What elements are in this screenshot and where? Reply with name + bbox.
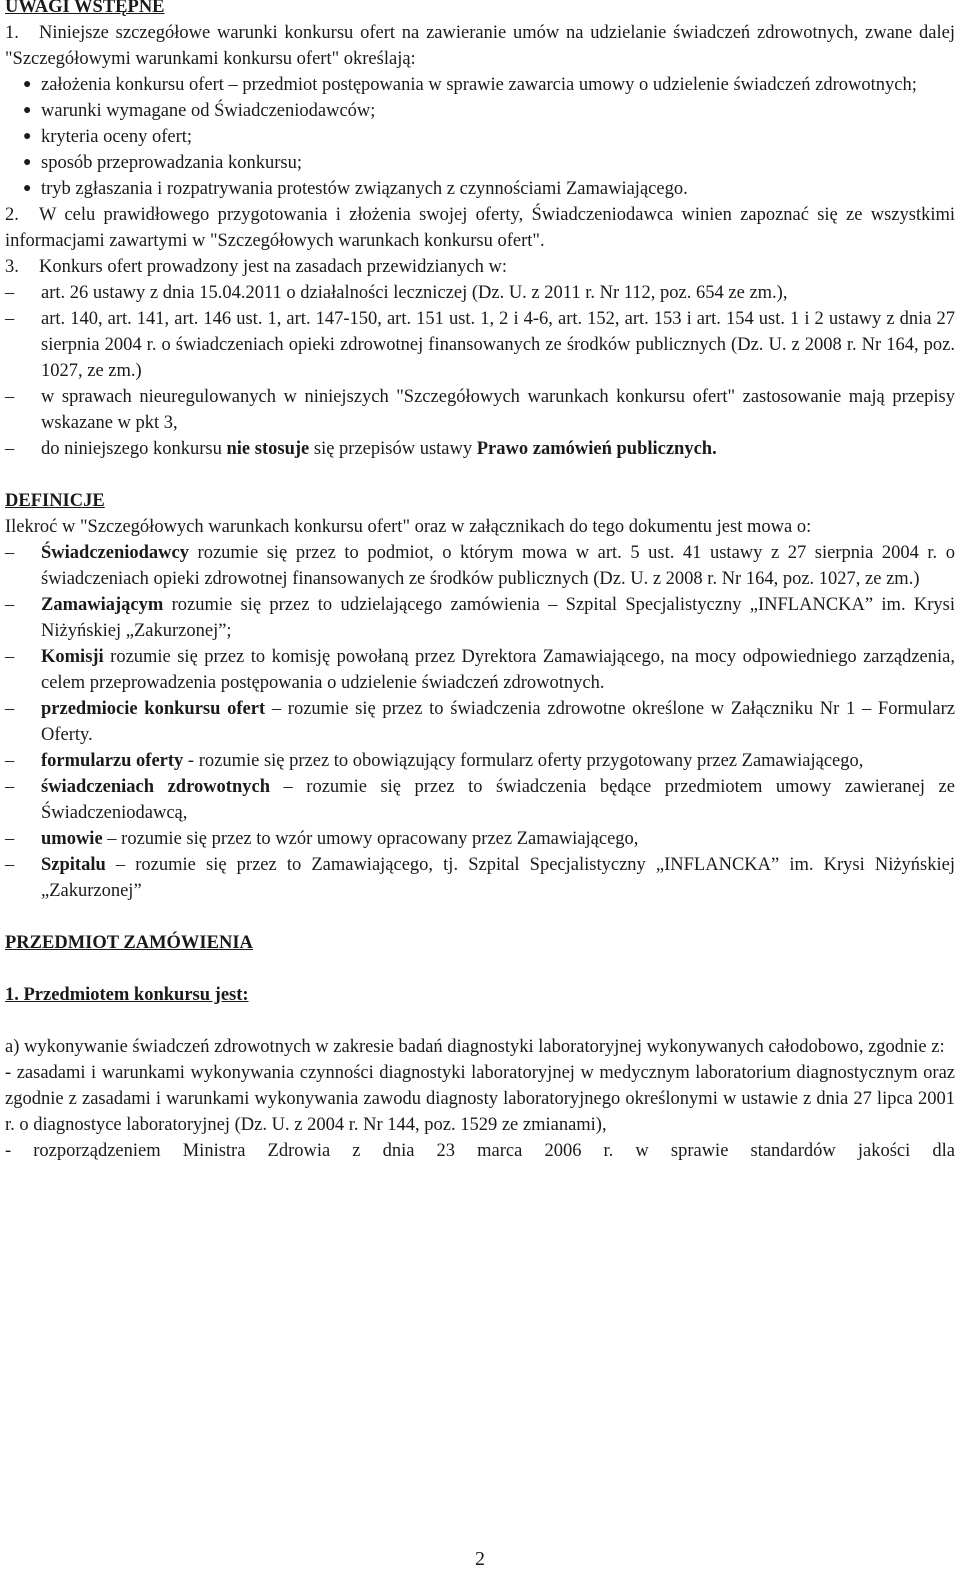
- paragraph-3-text: Konkurs ofert prowadzony jest na zasadach przewidzianych w:: [39, 257, 507, 277]
- paragraph-1-text: Niniejsze szczegółowe warunki konkursu ofert na zawieranie umów na udzielanie świadczeń zdrowotnych, zwane dalej "Szczegółowymi warunkami konkursu ofert" określają:: [5, 23, 955, 69]
- dash-icon: –: [5, 829, 15, 849]
- dash-icon: –: [5, 595, 15, 615]
- paragraph-2-number: 2.: [5, 205, 19, 225]
- definition-item: – świadczeniach zdrowotnych – rozumie się przez to świadczenia będące przedmiotem umowy zawieranej ze Świadczeniodawcą,: [5, 774, 955, 826]
- dash-icon: –: [5, 647, 15, 667]
- dash-icon: –: [5, 777, 15, 797]
- bullet-list: [5, 72, 955, 202]
- heading-przedmiot-zamowienia: PRZEDMIOT ZAMÓWIENIA: [5, 933, 253, 953]
- definition-item: – Komisji rozumie się przez to komisję powołaną przez Dyrektora Zamawiającego, na mocy odpowiedniego zarządzenia, celem przeprowadzenia postępowania o udzielenie świadczeń zdrowotnych.: [5, 644, 955, 696]
- definition-list: [5, 540, 955, 904]
- bullet-item: ● kryteria oceny ofert;: [5, 124, 955, 150]
- bullet-item: ● tryb zgłaszania i rozpatrywania protestów związanych z czynnościami Zamawiającego.: [5, 176, 955, 202]
- page-number: 2: [475, 1548, 485, 1570]
- przedmiot-line-1: - zasadami i warunkami wykonywania czynności diagnostyki laboratoryjnej w medycznym laboratorium diagnostycznym oraz zgodnie z zasadami i warunkami wykonywania zawodu diagnosty laboratoryjnego określonymi w ustawie z dnia 27 lipca 2001 r. o diagnostyce laboratoryjnej (Dz. U. z 2004 r. Nr 144, poz. 1529 ze zmianami),: [5, 1063, 955, 1135]
- dash-item: – art. 140, art. 141, art. 146 ust. 1, art. 147-150, art. 151 ust. 1, 2 i 4-6, art. 152, art. 153 i art. 154 ust. 1 i 2 ustawy z dnia 27 sierpnia 2004 r. o świadczeniach opieki zdrowotnej finansowanych ze środków publicznych (Dz. U. z 2008 r. Nr 164, poz. 1027, ze zm.): [5, 306, 955, 384]
- section-przedmiot: [5, 930, 955, 1164]
- dash-icon: –: [5, 387, 15, 407]
- dash-item: – w sprawach nieuregulowanych w niniejszych "Szczegółowych warunkach konkursu ofert" zastosowanie mają przepisy wskazane w pkt 3,: [5, 384, 955, 436]
- heading-definicje: DEFINICJE: [5, 491, 105, 511]
- dash-item: – art. 26 ustawy z dnia 15.04.2011 o działalności leczniczej (Dz. U. z 2011 r. Nr 112, poz. 654 ze zm.),: [5, 280, 955, 306]
- definition-item: – przedmiocie konkursu ofert – rozumie się przez to świadczenia zdrowotne określone w Załączniku Nr 1 – Formularz Oferty.: [5, 696, 955, 748]
- dash-list: [5, 280, 955, 462]
- bullet-item: ● warunki wymagane od Świadczeniodawców;: [5, 98, 955, 124]
- bullet-item: ● sposób przeprowadzania konkursu;: [5, 150, 955, 176]
- dash-icon: –: [5, 283, 15, 303]
- paragraph-2: [5, 202, 955, 254]
- paragraph-1-number: 1.: [5, 23, 19, 43]
- section-definicje: [5, 488, 955, 904]
- bullet-icon: ●: [23, 181, 32, 196]
- paragraph-3: [5, 254, 955, 280]
- definition-item: – Zamawiającym rozumie się przez to udzielającego zamówienia – Szpital Specjalistyczny „INFLANCKA” im. Krysi Niżyńskiej „Zakurzonej”;: [5, 592, 955, 644]
- dash-icon: –: [5, 543, 15, 563]
- bullet-icon: ●: [23, 77, 32, 92]
- definicje-intro: Ilekroć w "Szczegółowych warunkach konkursu ofert" oraz w załącznikach do tego dokumentu jest mowa o:: [5, 517, 812, 537]
- dash-item: – do niniejszego konkursu nie stosuje się przepisów ustawy Prawo zamówień publicznych.: [5, 436, 955, 462]
- bullet-item: ● założenia konkursu ofert – przedmiot postępowania w sprawie zawarcia umowy o udzielenie świadczeń zdrowotnych;: [5, 72, 955, 98]
- paragraph-3-number: 3.: [5, 257, 19, 277]
- definition-item: – umowie – rozumie się przez to wzór umowy opracowany przez Zamawiającego,: [5, 826, 955, 852]
- definition-item: – Szpitalu – rozumie się przez to Zamawiającego, tj. Szpital Specjalistyczny „INFLANCKA” im. Krysi Niżyńskiej „Zakurzonej”: [5, 852, 955, 904]
- heading-uwagi-wstepne: UWAGI WSTĘPNE: [5, 0, 165, 17]
- przedmiot-line-2: - rozporządzeniem Ministra Zdrowia z dnia 23 marca 2006 r. w sprawie standardów jakości dla: [5, 1141, 955, 1161]
- document-page: [5, 0, 955, 1164]
- dash-icon: –: [5, 699, 15, 719]
- dash-icon: –: [5, 751, 15, 771]
- przedmiot-point-a: a) wykonywanie świadczeń zdrowotnych w zakresie badań diagnostyki laboratoryjnej wykonywanych całodobowo, zgodnie z:: [5, 1037, 945, 1057]
- paragraph-1: [5, 20, 955, 72]
- dash-icon: –: [5, 439, 15, 459]
- bullet-icon: ●: [23, 103, 32, 118]
- definition-item: – Świadczeniodawcy rozumie się przez to podmiot, o którym mowa w art. 5 ust. 41 ustawy z 27 sierpnia 2004 r. o świadczeniach opieki zdrowotnej finansowanych ze środków publicznych (Dz. U. z 2008 r. Nr 164, poz. 1027, ze zm.): [5, 540, 955, 592]
- definition-item: – formularzu oferty - rozumie się przez to obowiązujący formularz oferty przygotowany przez Zamawiającego,: [5, 748, 955, 774]
- dash-icon: –: [5, 309, 15, 329]
- section-uwagi: [5, 0, 955, 462]
- paragraph-2-text: W celu prawidłowego przygotowania i złożenia swojej oferty, Świadczeniodawca winien zapoznać się ze wszystkimi informacjami zawartymi w "Szczegółowych warunkach konkursu ofert".: [5, 205, 955, 251]
- bullet-icon: ●: [23, 129, 32, 144]
- dash-icon: –: [5, 855, 15, 875]
- subheading-przedmiot: 1. Przedmiotem konkursu jest:: [5, 985, 249, 1005]
- bullet-icon: ●: [23, 155, 32, 170]
